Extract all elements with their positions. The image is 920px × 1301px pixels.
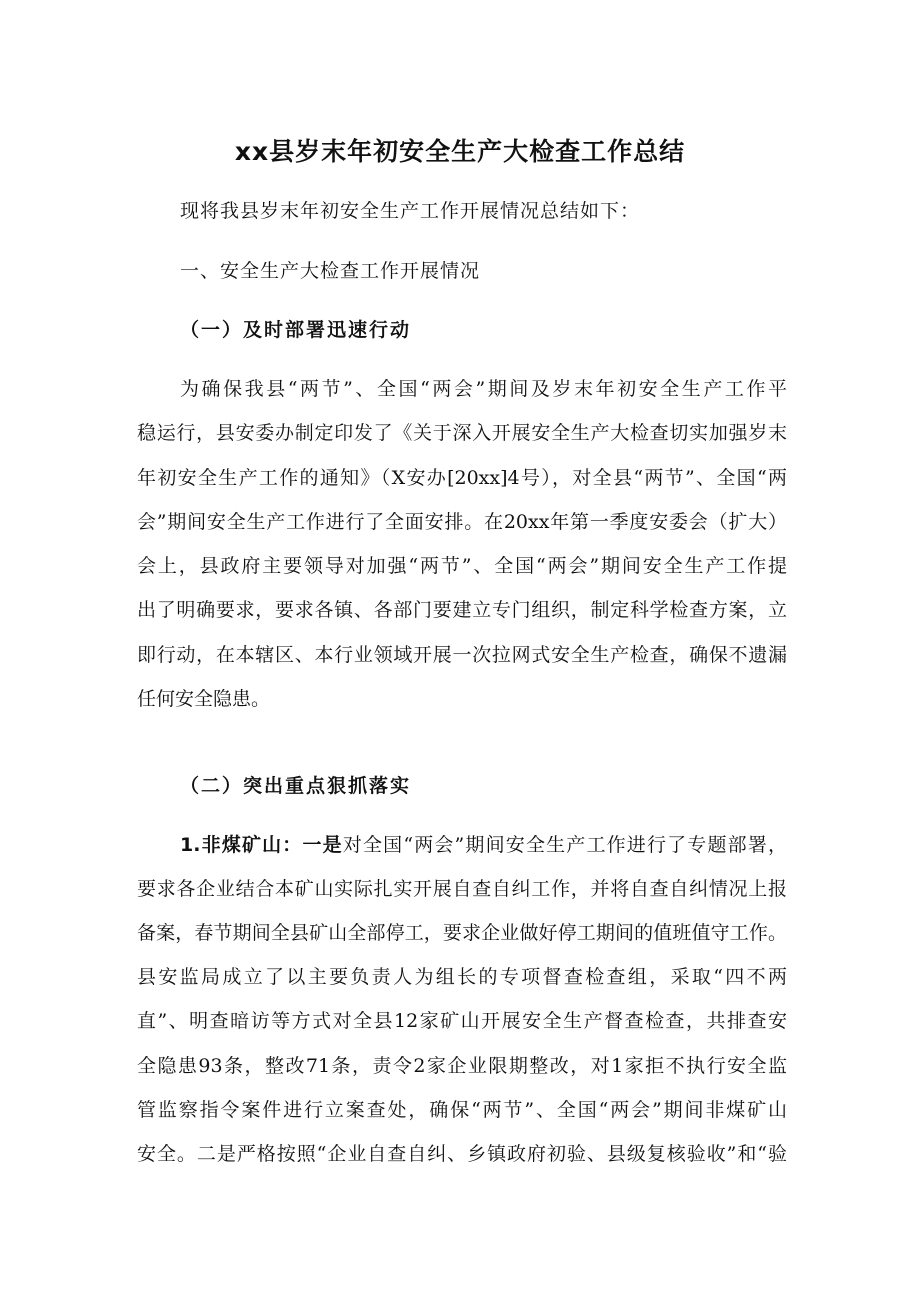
para2-line-3: 备案，春节期间全县矿山全部停工，要求企业做好停工期间的值班值守工作。	[137, 922, 787, 944]
para1-line-1: 为确保我县“两节”、全国“两会”期间及岁末年初安全生产工作平	[180, 378, 787, 400]
subsection-heading-2: （二）突出重点狠抓落实	[180, 775, 412, 797]
para2-line-1-text: 对全国“两会”期间安全生产工作进行了专题部署，	[342, 834, 787, 856]
para1-line-8: 任何安全隐患。	[137, 688, 271, 710]
para2-line-2: 要求各企业结合本矿山实际扎实开展自查自纠工作，并将自查自纠情况上报	[137, 878, 787, 900]
para2-line-6: 全隐患93条，整改71条，责令2家企业限期整改，对1家拒不执行安全监	[137, 1055, 787, 1077]
para2-lead: 1.非煤矿山：一是	[180, 834, 343, 856]
para2-line-7: 管监察指令案件进行立案查处，确保“两节”、全国“两会”期间非煤矿山	[137, 1099, 787, 1121]
para2-line-1	[180, 830, 787, 860]
intro-paragraph: 现将我县岁末年初安全生产工作开展情况总结如下：	[180, 200, 641, 222]
para1-line-4: 会”期间安全生产工作进行了全面安排。在20xx年第一季度安委会（扩大）	[137, 511, 787, 533]
subsection-heading-1: （一）及时部署迅速行动	[180, 319, 412, 341]
section-heading-1: 一、安全生产大检查工作开展情况	[180, 260, 481, 282]
para1-line-5: 会上，县政府主要领导对加强“两节”、全国“两会”期间安全生产工作提	[137, 555, 787, 577]
para1-line-3: 年初安全生产工作的通知》（X安办[20xx]4号），对全县“两节”、全国“两	[137, 467, 787, 489]
para2-line-4: 县安监局成立了以主要负责人为组长的专项督查检查组，采取“四不两	[137, 966, 787, 988]
para2-line-8: 安全。二是严格按照“企业自查自纠、乡镇政府初验、县级复核验收”和“验	[137, 1143, 787, 1165]
para1-line-2: 稳运行，县安委办制定印发了《关于深入开展安全生产大检查切实加强岁末	[137, 422, 787, 444]
para2-line-5: 直”、明查暗访等方式对全县12家矿山开展安全生产督查检查，共排查安	[137, 1010, 787, 1032]
para1-line-7: 即行动，在本辖区、本行业领域开展一次拉网式安全生产检查，确保不遗漏	[137, 644, 787, 666]
document-title: xx县岁末年初安全生产大检查工作总结	[234, 137, 686, 166]
para1-line-6: 出了明确要求，要求各镇、各部门要建立专门组织，制定科学检查方案，立	[137, 599, 787, 621]
